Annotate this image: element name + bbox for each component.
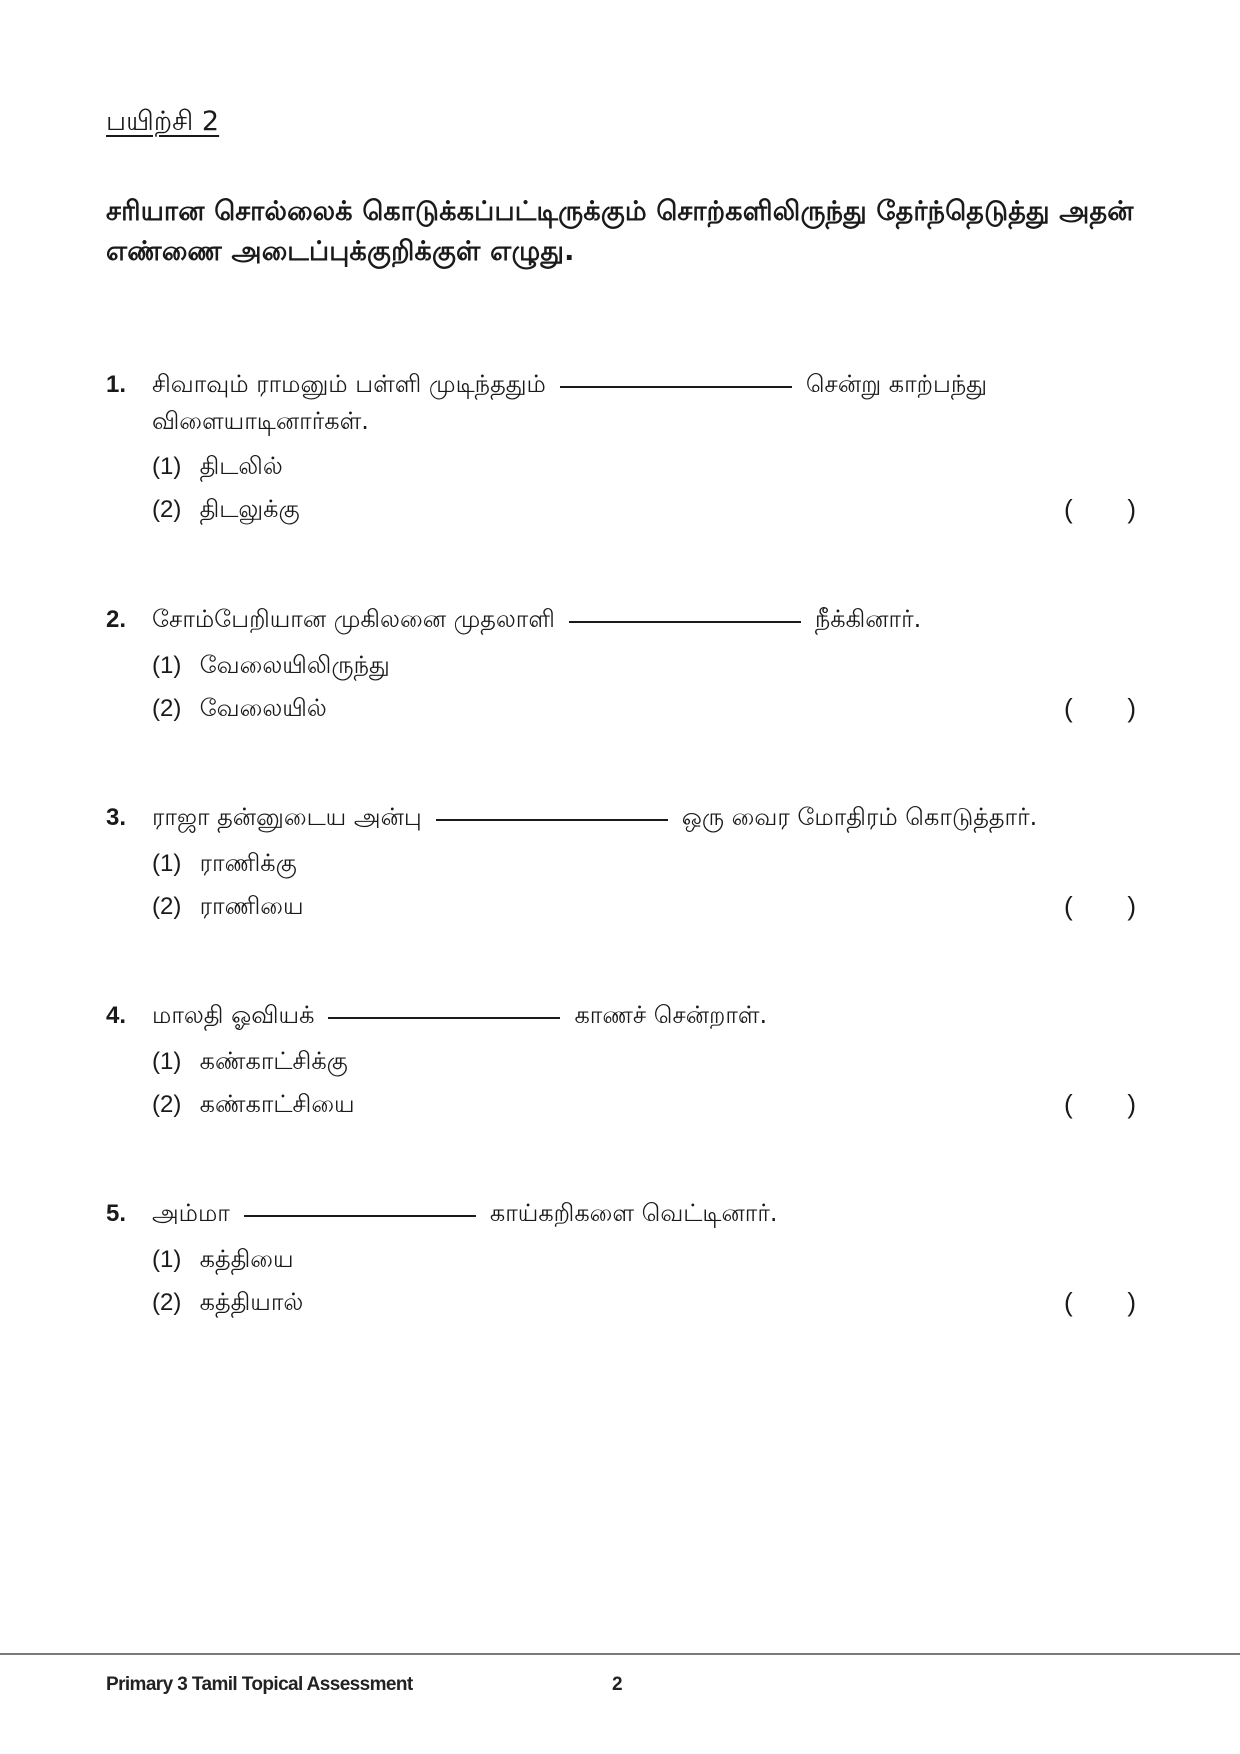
- answer-bracket[interactable]: [1064, 1083, 1136, 1126]
- option-number: (2): [152, 893, 182, 920]
- answer-bracket-open: (: [1064, 494, 1073, 524]
- answer-bracket[interactable]: [1064, 488, 1136, 531]
- option-number: (1): [152, 1048, 182, 1075]
- answer-bracket-open: (: [1064, 891, 1073, 921]
- question-2: [106, 601, 1136, 730]
- option-1: [152, 445, 1136, 488]
- question-number: 5.: [106, 1200, 127, 1227]
- question-text-before-blank: சிவாவும் ராமனும் பள்ளி முடிந்ததும்: [152, 370, 546, 398]
- option-list: [152, 842, 1136, 928]
- question-1: [106, 366, 1136, 531]
- option-list: [152, 644, 1136, 730]
- option-number: (1): [152, 850, 182, 877]
- answer-bracket-close: ): [1127, 891, 1136, 921]
- question-text-continuation: விளையாடினார்கள்.: [152, 407, 369, 435]
- question-text: [152, 997, 1136, 1033]
- option-text: திடலில்: [199, 452, 283, 480]
- question-stem: [106, 997, 1136, 1034]
- option-number: (2): [152, 1091, 182, 1118]
- option-1: [152, 842, 1136, 885]
- question-stem: [106, 366, 1136, 403]
- option-text: கத்தியால்: [199, 1288, 304, 1316]
- question-number: 4.: [106, 1002, 127, 1029]
- question-3: [106, 799, 1136, 928]
- exercise-instructions: சரியான சொல்லைக் கொடுக்கப்பட்டிருக்கும் சொற்களிலிருந்து தேர்ந்தெடுத்து அதன் எண்ணை அடைப்புக்குறிக்குள் எழுது.: [106, 196, 1134, 267]
- fill-in-blank[interactable]: [560, 385, 792, 388]
- option-2: [152, 1083, 1136, 1126]
- option-text: கத்தியை: [199, 1245, 294, 1273]
- answer-bracket-close: ): [1127, 693, 1136, 723]
- question-5: [106, 1195, 1136, 1324]
- option-number: (2): [152, 695, 182, 722]
- option-number: (2): [152, 1289, 182, 1316]
- footer-title: Primary 3 Tamil Topical Assessment: [106, 1674, 413, 1695]
- fill-in-blank[interactable]: [569, 620, 801, 623]
- question-text: [152, 1195, 1136, 1231]
- option-number: (1): [152, 1246, 182, 1273]
- question-text-before-blank: மாலதி ஓவியக்: [152, 1001, 315, 1029]
- option-text: கண்காட்சிக்கு: [199, 1047, 348, 1075]
- option-text: வேலையிலிருந்து: [199, 651, 390, 679]
- answer-bracket[interactable]: [1064, 885, 1136, 928]
- answer-bracket[interactable]: [1064, 687, 1136, 730]
- option-text: வேலையில்: [199, 694, 327, 722]
- option-2: [152, 1281, 1136, 1324]
- question-number: 3.: [106, 804, 127, 831]
- answer-bracket-close: ): [1127, 494, 1136, 524]
- question-stem: [106, 799, 1136, 836]
- fill-in-blank[interactable]: [328, 1016, 560, 1019]
- answer-bracket-close: ): [1127, 1287, 1136, 1317]
- option-1: [152, 1238, 1136, 1281]
- answer-bracket-close: ): [1127, 1089, 1136, 1119]
- exercise-title: பயிற்சி 2: [106, 106, 220, 137]
- answer-bracket-open: (: [1064, 1287, 1073, 1317]
- question-text: [152, 601, 1136, 637]
- question-text-after-blank: காணச் சென்றாள்.: [574, 1001, 768, 1029]
- answer-bracket[interactable]: [1064, 1281, 1136, 1324]
- footer-divider: [0, 1653, 1240, 1655]
- question-stem: [106, 601, 1136, 638]
- question-text-before-blank: சோம்பேறியான முகிலனை முதலாளி: [152, 605, 555, 633]
- option-1: [152, 1040, 1136, 1083]
- option-list: [152, 1238, 1136, 1324]
- option-2: [152, 488, 1136, 531]
- option-number: (1): [152, 453, 182, 480]
- answer-bracket-open: (: [1064, 1089, 1073, 1119]
- fill-in-blank[interactable]: [244, 1214, 476, 1217]
- fill-in-blank[interactable]: [436, 818, 668, 821]
- question-text-after-blank: சென்று காற்பந்து: [805, 370, 988, 398]
- question-number: 1.: [106, 371, 127, 398]
- question-text: [152, 366, 1136, 402]
- question-text-after-blank: நீக்கினார்.: [814, 605, 922, 633]
- option-number: (1): [152, 652, 182, 679]
- question-text-after-blank: ஒரு வைர மோதிரம் கொடுத்தார்.: [681, 803, 1038, 831]
- option-list: [152, 1040, 1136, 1126]
- option-text: திடலுக்கு: [199, 495, 300, 523]
- question-text-after-blank: காய்கறிகளை வெட்டினார்.: [489, 1199, 778, 1227]
- question-number: 2.: [106, 606, 127, 633]
- option-2: [152, 687, 1136, 730]
- answer-bracket-open: (: [1064, 693, 1073, 723]
- question-text-before-blank: ராஜா தன்னுடைய அன்பு: [152, 803, 422, 831]
- question-stem: [106, 1195, 1136, 1232]
- page-number: 2: [612, 1674, 623, 1695]
- option-text: ராணியை: [199, 892, 304, 920]
- option-text: கண்காட்சியை: [199, 1090, 355, 1118]
- option-1: [152, 644, 1136, 687]
- option-list: [152, 445, 1136, 531]
- question-text-before-blank: அம்மா: [152, 1199, 230, 1227]
- question-4: [106, 997, 1136, 1126]
- option-2: [152, 885, 1136, 928]
- option-text: ராணிக்கு: [199, 849, 297, 877]
- question-text: [152, 799, 1136, 835]
- option-number: (2): [152, 496, 182, 523]
